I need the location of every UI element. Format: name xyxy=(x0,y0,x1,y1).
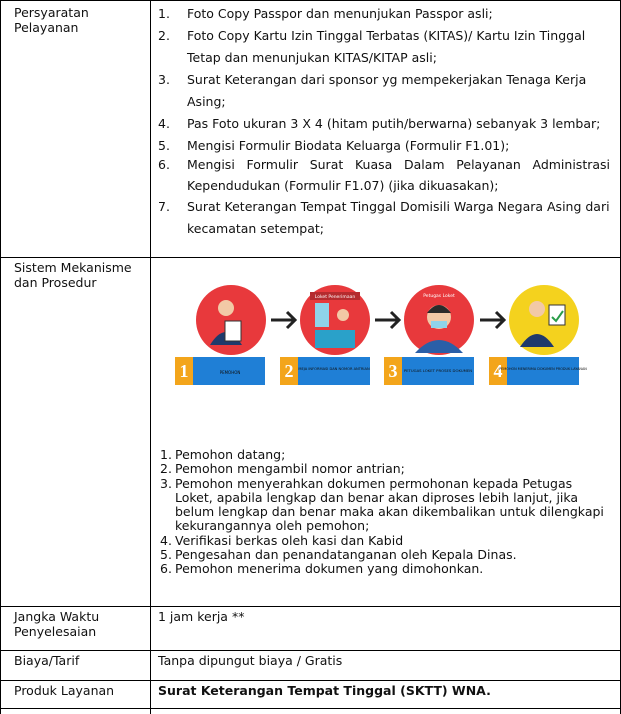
label-jangka-waktu: Jangka Waktu Penyelesaian xyxy=(14,609,100,639)
procedure-flow-diagram xyxy=(175,275,595,400)
row-divider xyxy=(0,257,621,258)
flow-caption-3: PETUGAS LOKET PROSES DOKUMEN xyxy=(403,368,473,373)
flow-header-2: Loket Penerimaan xyxy=(314,295,356,300)
row-divider xyxy=(0,606,621,607)
list-item: 7. Surat Keterangan Tempat Tinggal Domisili Warga Negara Asing dari kecamatan setempat; xyxy=(158,199,610,236)
flow-step-1 xyxy=(175,285,266,385)
counter-icon xyxy=(315,330,355,348)
label-biaya: Biaya/Tarif xyxy=(14,653,80,668)
flow-step-3 xyxy=(384,285,474,385)
arrow-right-icon xyxy=(375,312,399,328)
arrow-right-icon xyxy=(271,312,295,328)
requirements-list xyxy=(158,3,610,240)
list-item: 6. Pemohon menerima dokumen yang dimohonkan. xyxy=(160,561,484,577)
window-icon xyxy=(315,303,329,327)
label-persyaratan: Persyaratan Pelayanan xyxy=(14,5,89,35)
flow-caption-1: PEMOHON xyxy=(219,370,241,375)
list-item: 6. Mengisi Formulir Surat Kuasa Dalam Pelayanan Administrasi Kependudukan (Formulir F1.07) (jika dikuasakan); xyxy=(158,157,610,193)
label-produk: Produk Layanan xyxy=(14,683,115,698)
flow-number-1: 1 xyxy=(179,361,189,381)
table-border-top xyxy=(0,0,621,1)
mask-icon xyxy=(431,321,447,328)
column-divider xyxy=(150,0,151,714)
list-item: 1. Foto Copy Passpor dan menunjukan Passpor asli; xyxy=(158,6,493,21)
person-head-icon xyxy=(529,301,545,317)
list-item: 1. Pemohon datang; xyxy=(160,447,286,462)
label-mekanisme: Sistem Mekanisme dan Prosedur xyxy=(14,260,132,290)
flow-caption-4: PEMOHON MENERIMA DOKUMEN PRODUK LAYANAN xyxy=(499,367,587,371)
list-item: 3. Surat Keterangan dari sponsor yg mempekerjakan Tenaga Kerja Asing; xyxy=(158,72,587,109)
arrow-right-icon xyxy=(480,312,504,328)
person-head-icon xyxy=(337,309,349,321)
value-produk: Surat Keterangan Tempat Tinggal (SKTT) WNA. xyxy=(158,683,491,698)
row-divider xyxy=(0,650,621,651)
list-item: 4. Pas Foto ukuran 3 X 4 (hitam putih/berwarna) sebanyak 3 lembar; xyxy=(158,116,601,131)
value-biaya: Tanpa dipungut biaya / Gratis xyxy=(158,653,343,668)
flow-number-4: 4 xyxy=(493,361,503,381)
flow-number-3: 3 xyxy=(388,361,398,381)
table-border-left xyxy=(0,0,1,714)
document-icon xyxy=(225,321,241,341)
list-item: 5. Pengesahan dan penandatanganan oleh Kepala Dinas. xyxy=(160,547,517,563)
person-head-icon xyxy=(218,300,234,316)
table-border-bottom xyxy=(0,708,621,709)
list-item: 5. Mengisi Formulir Biodata Keluarga (Formulir F1.01); xyxy=(158,138,510,153)
flow-caption-2: MEJA INFORMASI DAN NOMOR ANTRIAN xyxy=(298,367,370,371)
flow-step-2 xyxy=(280,285,370,385)
list-item: 3. Pemohon menyerahkan dokumen permohonan kepada Petugas Loket, apabila lengkap dan benar akan diproses lebih lanjut, jika belum lengkap dan benar maka akan dikembalikan untuk dilengkapi kekurangannya oleh pemohon; xyxy=(160,475,604,534)
flow-header-3: Petugas Loket xyxy=(423,294,455,299)
list-item: 4. Verifikasi berkas oleh kasi dan Kabid xyxy=(160,532,404,548)
certificate-icon xyxy=(549,305,565,325)
list-item: 2. Pemohon mengambil nomor antrian; xyxy=(160,461,405,477)
list-item: 2. Foto Copy Kartu Izin Tinggal Terbatas (KITAS)/ Kartu Izin Tinggal Tetap dan menunjukan KITAS/KITAP asli; xyxy=(158,28,586,65)
row-divider xyxy=(0,680,621,681)
procedure-steps xyxy=(160,448,605,577)
flow-number-2: 2 xyxy=(284,361,294,381)
flow-step-4 xyxy=(489,285,587,385)
value-jangka-waktu: 1 jam kerja ** xyxy=(158,609,245,624)
